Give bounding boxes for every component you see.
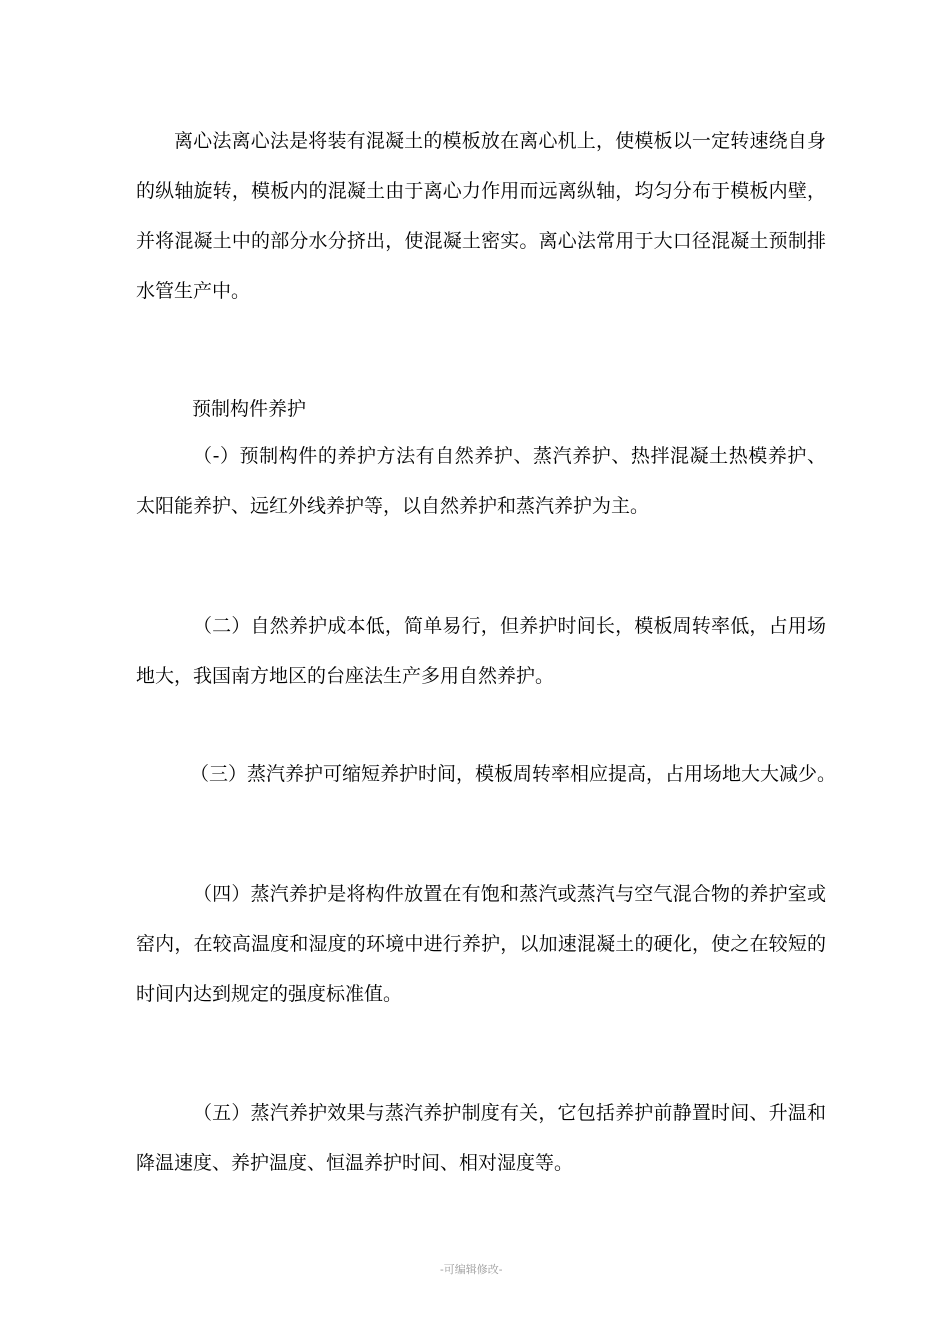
- paragraph-steam-curing-definition: （四）蒸汽养护是将构件放置在有饱和蒸汽或蒸汽与空气混合物的养护室或窑内，在较高温度和湿度的环境中进行养护，以加速混凝土的硬化，使之在较短的时间内达到规定的强度标准值。: [136, 883, 826, 1005]
- paragraph-curing-methods: （-）预制构件的养护方法有自然养护、蒸汽养护、热拌混凝土热模养护、太阳能养护、远红外线养护等，以自然养护和蒸汽养护为主。: [136, 445, 826, 517]
- paragraph-steam-curing-regime: （五）蒸汽养护效果与蒸汽养护制度有关，它包括养护前静置时间、升温和降温速度、养护温度、恒温养护时间、相对湿度等。: [136, 1102, 826, 1174]
- paragraph-natural-curing: （二）自然养护成本低，简单易行，但养护时间长，模板周转率低，占用场地大，我国南方地区的台座法生产多用自然养护。: [136, 615, 826, 687]
- paragraph-steam-curing-benefit: （三）蒸汽养护可缩短养护时间，模板周转率相应提高，占用场地大大减少。: [190, 763, 837, 785]
- paragraph-centrifugal-method: 离心法离心法是将装有混凝土的模板放在离心机上，使模板以一定转速绕自身的纵轴旋转，模板内的混凝土由于离心力作用而远离纵轴，均匀分布于模板内壁，并将混凝土中的部分水分挤出，使混凝土密实。离心法常用于大口径混凝土预制排水管生产中。: [136, 130, 826, 302]
- page-footer: -可编辑修改-: [440, 1263, 503, 1276]
- section-heading-curing: 预制构件养护: [192, 398, 307, 420]
